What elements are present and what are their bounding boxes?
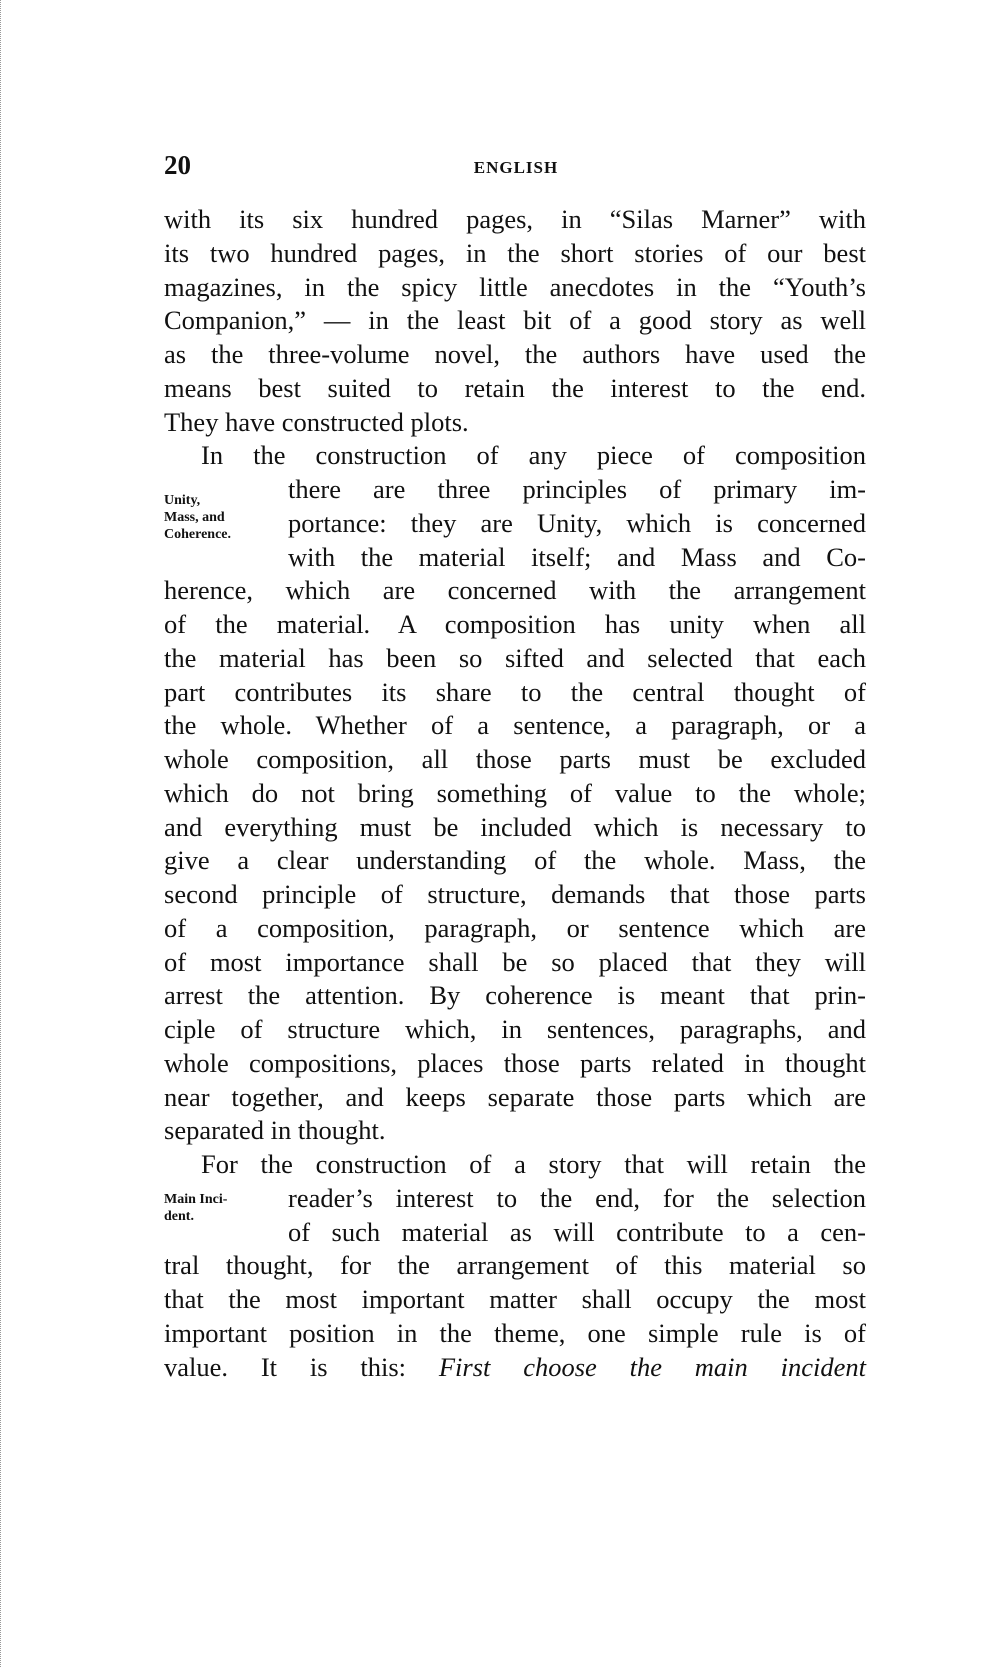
- text-line: [164, 911, 866, 945]
- text-line-content: magazines, in the spicy little anecdotes in the “Youth’s: [164, 271, 866, 302]
- text-line-content: separated in thought.: [164, 1115, 386, 1146]
- text-line: [164, 202, 866, 236]
- text-line-content: its two hundred pages, in the short stories of our best: [164, 237, 866, 268]
- text-line: [288, 472, 866, 506]
- text-line: [164, 303, 866, 337]
- text-line-content: of most importance shall be so placed that they will: [164, 946, 866, 977]
- text-line: [164, 978, 866, 1012]
- text-line: [164, 641, 866, 675]
- text-line-content: tral thought, for the arrangement of this material so: [164, 1250, 866, 1281]
- text-line: [164, 236, 866, 270]
- text-line-content: second principle of structure, demands that those parts: [164, 879, 866, 909]
- text-line-content: important position in the theme, one simple rule is of: [164, 1317, 866, 1348]
- text-line: [164, 708, 866, 742]
- text-line: [164, 675, 866, 709]
- margin-note-line: Main Inci-: [164, 1192, 228, 1207]
- text-line: [164, 1113, 866, 1147]
- text-line: [164, 742, 866, 776]
- page-number: 20: [164, 150, 191, 180]
- text-line: [164, 438, 866, 472]
- text-line-content: with the material itself; and Mass and Co-: [288, 541, 866, 572]
- text-line-content: whole composition, all those parts must be excluded: [164, 744, 866, 774]
- page-edge: [0, 0, 4, 1667]
- margin-note-line: Coherence.: [164, 527, 231, 542]
- text-line-content: They have constructed plots.: [164, 406, 469, 437]
- text-line-content: of a composition, paragraph, or sentence which are: [164, 912, 866, 943]
- text-line: [288, 540, 866, 574]
- text-line: [164, 1080, 866, 1114]
- text-line: [164, 1147, 866, 1181]
- text-line-content: means best suited to retain the interest to the end.: [164, 372, 866, 403]
- text-line: [164, 810, 866, 844]
- text-line: [288, 1181, 866, 1215]
- margin-note-main-incident: [164, 1191, 227, 1225]
- text-line-content: give a clear understanding of the whole. Mass, the: [164, 845, 866, 876]
- text-line: [164, 1282, 866, 1316]
- text-line: [164, 877, 866, 911]
- margin-note-unity: [164, 492, 231, 543]
- text-line-content: For the construction of a story that will retain the: [201, 1149, 866, 1179]
- text-line-content: Companion,” — in the least bit of a good story as well: [164, 305, 866, 336]
- text-line-content: the whole. Whether of a sentence, a paragraph, or a: [164, 710, 866, 741]
- text-line-content: that the most important matter shall occupy the most: [164, 1284, 866, 1314]
- running-head: ENGLISH: [473, 158, 559, 177]
- text-line: [164, 1316, 866, 1350]
- text-line-content: reader’s interest to the end, for the selection: [288, 1182, 866, 1213]
- text-line-content: whole compositions, places those parts related in thought: [164, 1047, 866, 1078]
- text-line: [164, 371, 866, 405]
- text-line-content: as the three-volume novel, the authors have used the: [164, 339, 866, 369]
- text-line: [164, 1350, 866, 1384]
- text-line-content: there are three principles of primary im-: [288, 474, 866, 504]
- text-line-content: part contributes its share to the central thought of: [164, 676, 866, 707]
- text-line: [164, 843, 866, 877]
- text-line: [288, 506, 866, 540]
- text-line: [164, 776, 866, 810]
- text-line-content: of such material as will contribute to a cen-: [288, 1216, 866, 1247]
- text-line-content: portance: they are Unity, which is concerned: [288, 507, 866, 538]
- text-line-content: of the material. A composition has unity when all: [164, 609, 866, 639]
- margin-note-line: Unity,: [164, 493, 201, 508]
- text-line: [164, 945, 866, 979]
- text-line-content: with its six hundred pages, in “Silas Marner” with: [164, 204, 866, 234]
- text-line: [288, 1215, 866, 1249]
- italic-emphasis: First choose the main incident: [438, 1351, 866, 1382]
- margin-note-line: Mass, and: [164, 510, 225, 525]
- text-line: [164, 1012, 866, 1046]
- text-line: [164, 1046, 866, 1080]
- text-line: [164, 607, 866, 641]
- text-line-content: arrest the attention. By coherence is meant that prin-: [164, 980, 866, 1011]
- margin-note-line: dent.: [164, 1209, 194, 1224]
- text-line-content: herence, which are concerned with the arrangement: [164, 575, 866, 606]
- text-line: [164, 573, 866, 607]
- text-line-content: and everything must be included which is necessary to: [164, 811, 866, 842]
- text-line-content: near together, and keeps separate those parts which are: [164, 1081, 866, 1112]
- text-line-content: the material has been so sifted and selected that each: [164, 642, 866, 673]
- text-line: [164, 405, 866, 439]
- text-line: [164, 337, 866, 371]
- text-line-content: ciple of structure which, in sentences, paragraphs, and: [164, 1014, 866, 1044]
- text-line-content: which do not bring something of value to the whole;: [164, 777, 866, 808]
- text-line: [164, 1248, 866, 1282]
- text-line: [164, 270, 866, 304]
- text-line-content: In the construction of any piece of composition: [201, 440, 866, 471]
- text-line-content: value. It is this:: [164, 1351, 439, 1382]
